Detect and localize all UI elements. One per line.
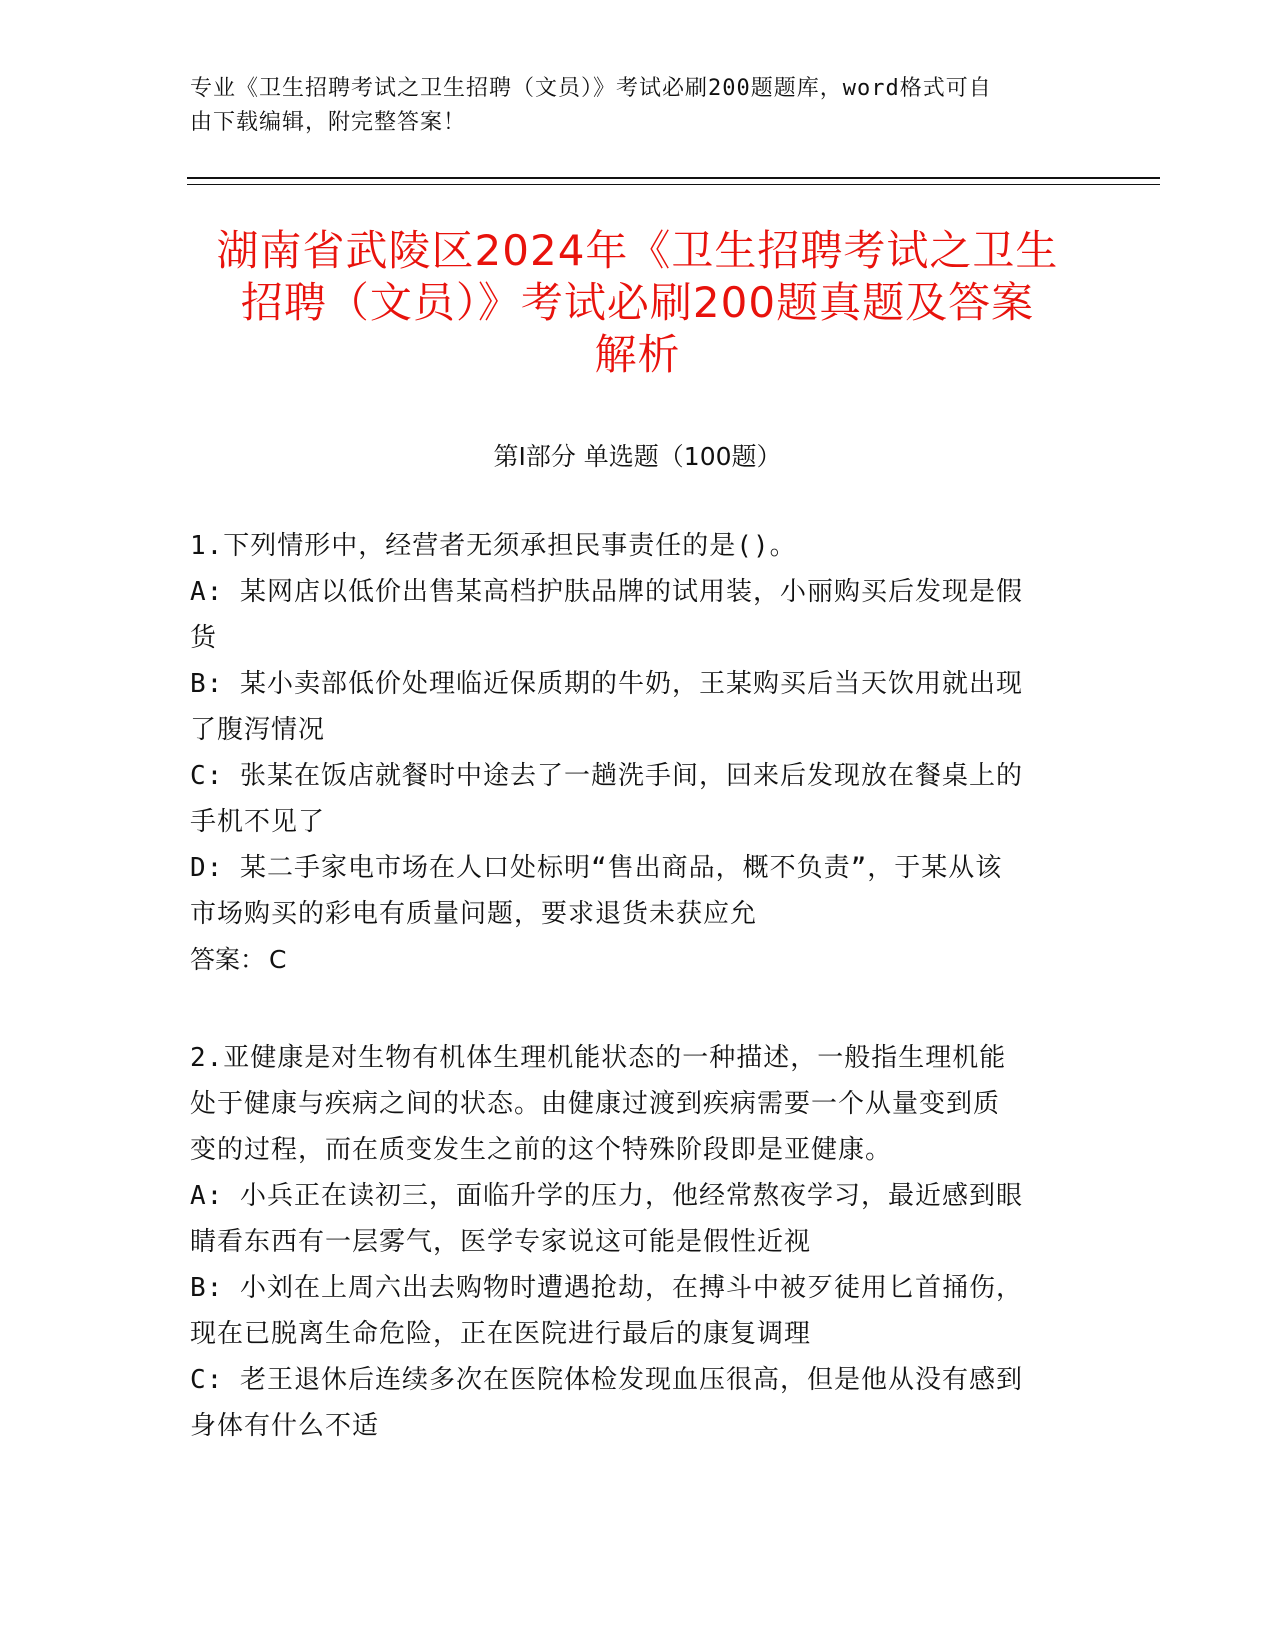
- question-2-option-c: C: 老王退休后连续多次在医院体检发现血压很高，但是他从没有感到: [190, 1365, 1023, 1395]
- question-2-stem-line-1: 2.亚健康是对生物有机体生理机能状态的一种描述，一般指生理机能: [190, 1043, 1007, 1073]
- header-note-line-1: 专业《卫生招聘考试之卫生招聘（文员）》考试必刷200题题库，word格式可自: [190, 76, 992, 101]
- title-line-3: 解析: [594, 330, 681, 379]
- question-1-option-d: D: 某二手家电市场在人口处标明“售出商品，概不负责”，于某从该: [190, 853, 1003, 883]
- question-2-option-c-cont: 身体有什么不适: [190, 1411, 380, 1441]
- title-line-1: 湖南省武陵区2024年《卫生招聘考试之卫生: [216, 226, 1059, 275]
- header-note-line-2: 由下载编辑，附完整答案！: [190, 110, 467, 135]
- question-1: [190, 523, 1090, 983]
- question-2-option-b-cont: 现在已脱离生命危险，正在医院进行最后的康复调理: [190, 1319, 812, 1349]
- header-note: [190, 72, 1090, 140]
- question-list: [190, 523, 1090, 1501]
- header-rule-thick: [187, 177, 1160, 179]
- question-2-stem-line-2: 处于健康与疾病之间的状态。由健康过渡到疾病需要一个从量变到质: [190, 1089, 1001, 1119]
- question-1-option-a-cont: 货: [190, 623, 218, 653]
- question-2: [190, 1035, 1090, 1449]
- question-1-stem: 1.下列情形中，经营者无须承担民事责任的是()。: [190, 531, 797, 561]
- answer-label: 答案：: [190, 945, 266, 974]
- question-1-option-b: B: 某小卖部低价处理临近保质期的牛奶，王某购买后当天饮用就出现: [190, 669, 1023, 699]
- answer-value: C: [269, 945, 287, 974]
- section-title: 第Ⅰ部分 单选题（100题）: [493, 442, 782, 471]
- question-2-stem-line-3: 变的过程，而在质变发生之前的这个特殊阶段即是亚健康。: [190, 1135, 893, 1165]
- question-1-answer: [190, 937, 1090, 983]
- question-1-option-c: C: 张某在饭店就餐时中途去了一趟洗手间，回来后发现放在餐桌上的: [190, 761, 1023, 791]
- title-line-2: 招聘（文员）》考试必刷200题真题及答案: [240, 278, 1035, 327]
- question-1-option-a: A: 某网店以低价出售某高档护肤品牌的试用装，小丽购买后发现是假: [190, 577, 1023, 607]
- question-2-option-a-cont: 睛看东西有一层雾气，医学专家说这可能是假性近视: [190, 1227, 812, 1257]
- question-2-option-b: B: 小刘在上周六出去购物时遭遇抢劫，在搏斗中被歹徒用匕首捅伤，: [190, 1273, 1023, 1303]
- question-1-option-d-cont: 市场购买的彩电有质量问题，要求退货未获应允: [190, 899, 758, 929]
- header-rule-thin: [187, 184, 1160, 185]
- question-2-option-a: A: 小兵正在读初三，面临升学的压力，他经常熬夜学习，最近感到眼: [190, 1181, 1023, 1211]
- document-title: [140, 225, 1135, 381]
- question-1-option-b-cont: 了腹泻情况: [190, 715, 326, 745]
- question-1-option-c-cont: 手机不见了: [190, 807, 326, 837]
